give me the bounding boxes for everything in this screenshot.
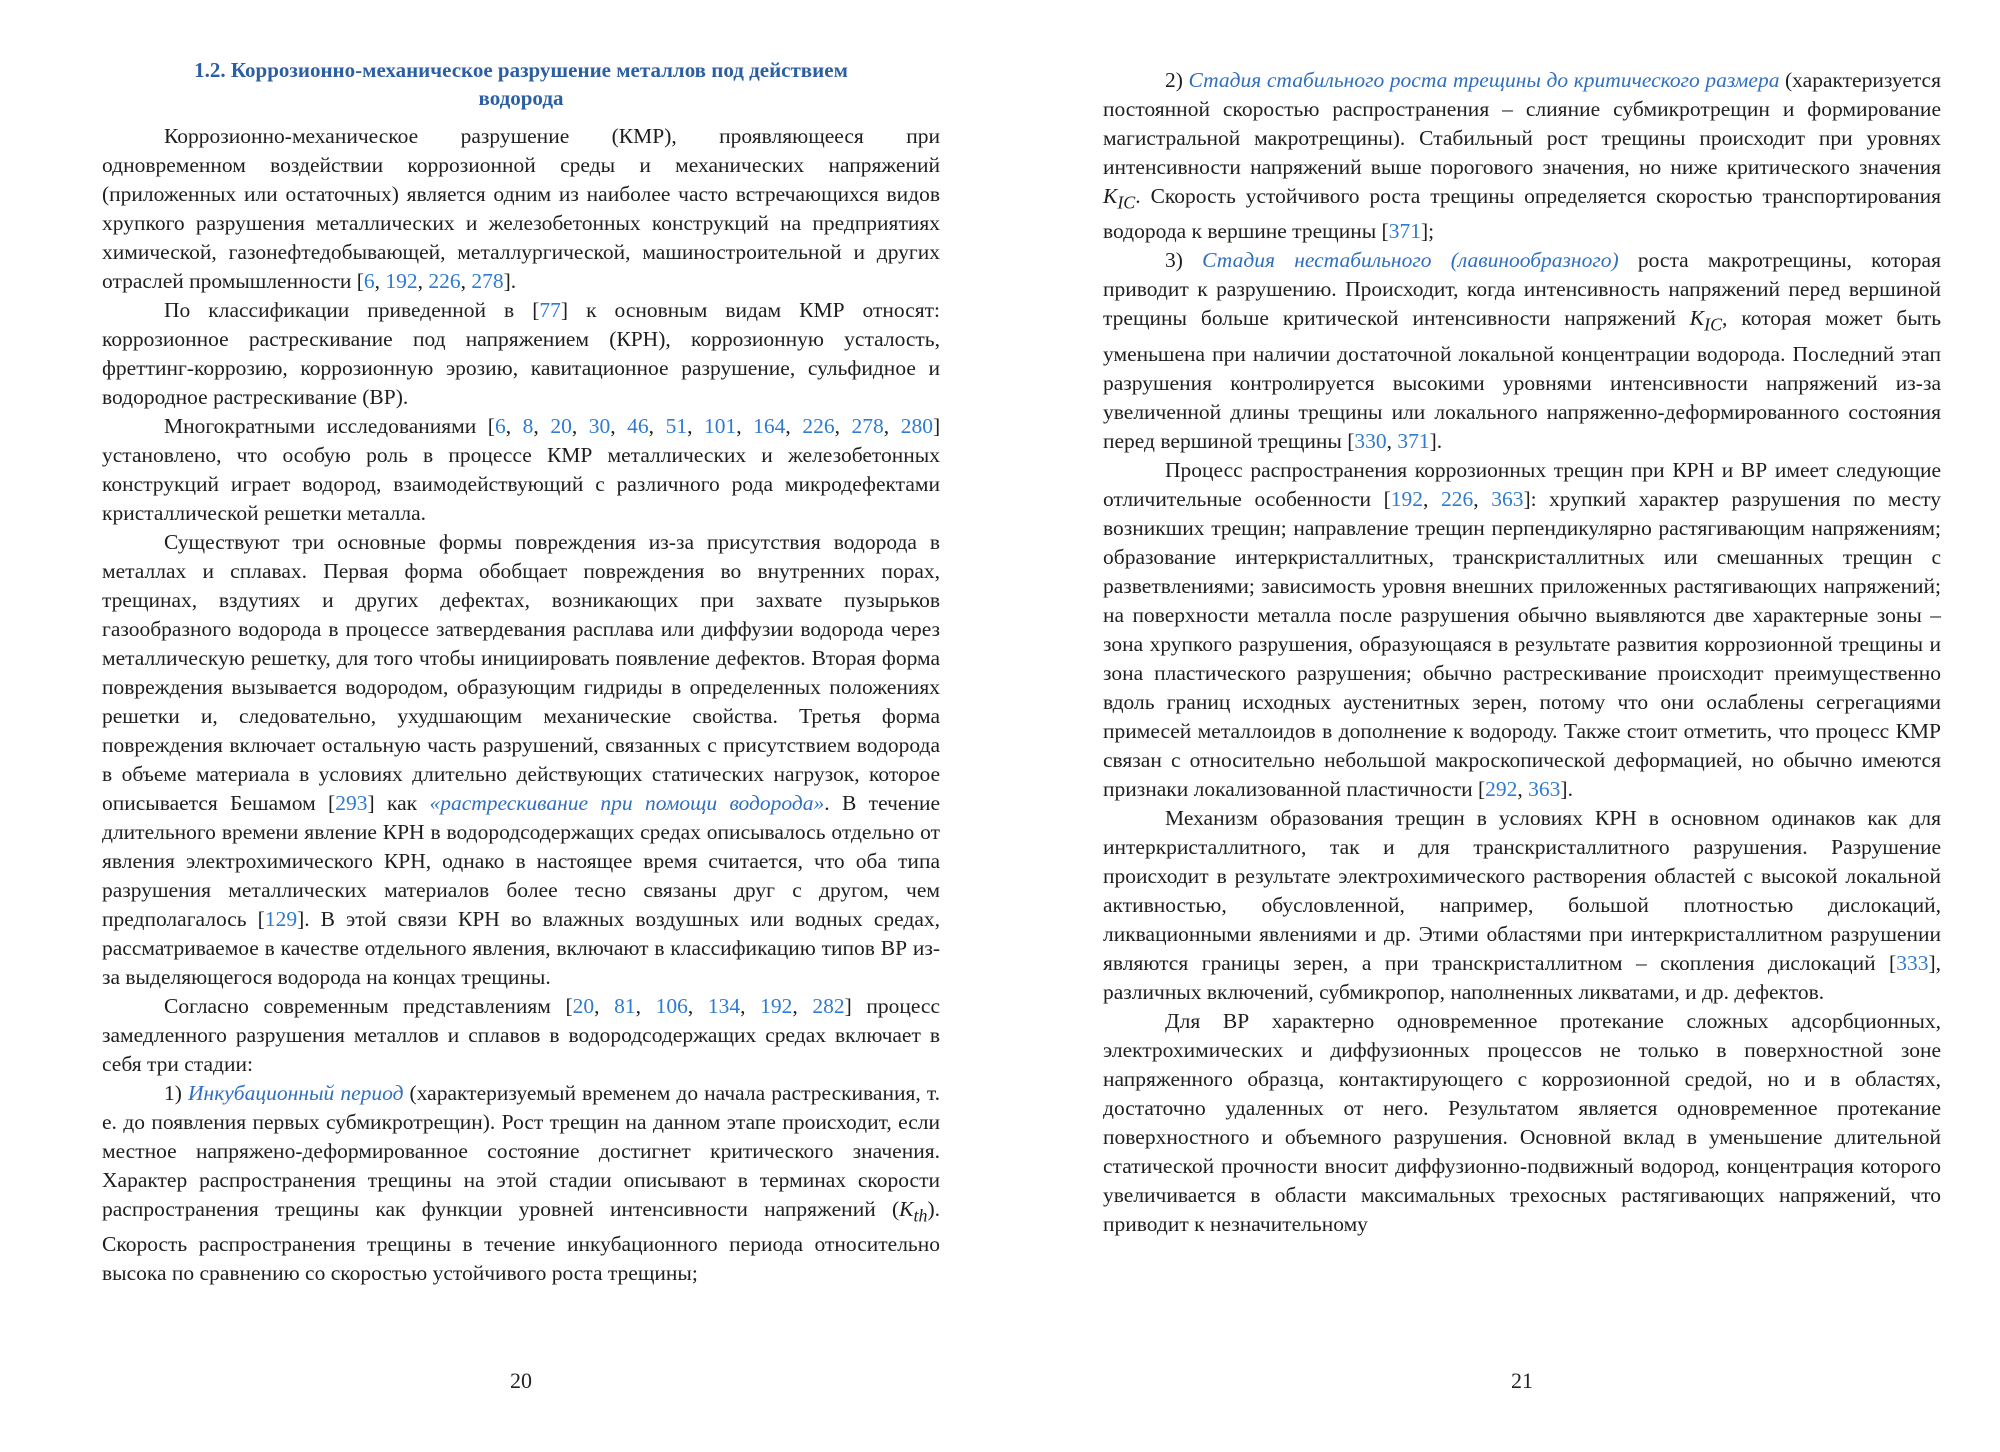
- stage-term: Инкубационный период: [188, 1081, 404, 1105]
- math-subscript: th: [913, 1205, 928, 1226]
- left-page: [102, 0, 940, 1452]
- right-page-body: [1103, 66, 1941, 1239]
- citation-link[interactable]: 129: [264, 907, 298, 931]
- citation-link[interactable]: 30: [588, 414, 611, 438]
- citation-link[interactable]: 81: [614, 994, 636, 1018]
- math-subscript: IC: [1117, 192, 1136, 213]
- citation-link[interactable]: 363: [1491, 486, 1524, 511]
- citation-link[interactable]: 292: [1485, 776, 1518, 801]
- page-number: 20: [510, 1368, 532, 1393]
- citation-link[interactable]: 226: [428, 269, 461, 293]
- citation-link[interactable]: 134: [707, 994, 741, 1018]
- citation-link[interactable]: 330: [1354, 428, 1387, 453]
- citation-link[interactable]: 164: [753, 414, 786, 438]
- citation-link[interactable]: 20: [550, 414, 572, 438]
- citation-link[interactable]: 293: [335, 791, 368, 815]
- citation-link[interactable]: 6: [363, 269, 375, 293]
- citation-link[interactable]: 371: [1388, 219, 1421, 244]
- citation-link[interactable]: 226: [1440, 486, 1474, 511]
- left-page-body: [102, 56, 940, 1288]
- emphasized-quote: «растрескивание при помощи водорода»: [429, 791, 825, 815]
- stage-term: Стадия нестабильного (лавинообразного): [1202, 248, 1619, 273]
- citation-link[interactable]: 106: [655, 994, 688, 1018]
- citation-link[interactable]: 363: [1528, 776, 1561, 801]
- paragraph: 3) Стадия нестабильного (лавинообразного) роста макротрещины, которая приводит к разрушению. Происходит, когда интенсивность напряжений перед вершиной трещины больше критической интенсивности напряжений $K_{IC}$, которая может быть уменьшена при наличии достаточной локальной концентрации водорода. Последний этап разрушения контролируется высокими уровнями интенсивности напряжений из-за увеличенной длины трещины или локального напряженно-деформированного состояния перед вершиной трещины [330, 371].: [1103, 248, 1941, 453]
- citation-link[interactable]: 280: [900, 414, 933, 438]
- paragraph: Существуют три основные формы повреждения из-за присутствия водорода в металлах и сплавах. Первая форма обобщает повреждения во внутренних порах, трещинах, вздутиях и других дефектах, возникающих при захвате пузырьков газообразного водорода в процессе затвердевания расплава или диффузии водорода через металлическую решетку, для того чтобы инициировать появление дефектов. Вторая форма повреждения вызывается водородом, образующим гидриды в определенных положениях решетки и, следовательно, ухудшающим механические свойства. Третья форма повреждения включает остальную часть разрушений, связанных с присутствием водорода в объеме материала в условиях длительно действующих статических нагрузок, которое описывается Бешамом [293] как «растрескивание при помощи водорода». В течение длительного времени явление КРН в водородсодержащих средах описывалось отдельно от явления электрохимического КРН, однако в настоящее время считается, что оба типа разрушения металлических материалов более тесно связаны друг с другом, чем предполагалось [129]. В этой связи КРН во влажных воздушных или водных средах, рассматриваемое в качестве отдельного явления, включают в классификацию типов ВР из-за выделяющегося водорода на концах трещины.: [102, 530, 940, 989]
- citation-link[interactable]: 371: [1397, 428, 1430, 453]
- math-symbol: K: [1689, 306, 1705, 331]
- paragraph: Согласно современным представлениям [20, 81, 106, 134, 192, 282] процесс замедленного разрушения металлов и сплавов в водородсодержащих средах включает в себя три стадии:: [102, 994, 941, 1076]
- math-symbol: K: [899, 1197, 914, 1221]
- section-title: 1.2. Коррозионно-механическое разрушение металлов под действием водорода: [194, 58, 848, 110]
- paragraph: Многократными исследованиями [6, 8, 20, 30, 46, 51, 101, 164, 226, 278, 280] установлено, что особую роль в процессе КМР металлических и железобетонных конструкций играет водород, взаимодействующий с различного рода микродефектами кристаллической решетки металла.: [102, 414, 941, 525]
- math-subscript: IC: [1704, 314, 1723, 335]
- citation-link[interactable]: 192: [760, 994, 793, 1018]
- citation-link[interactable]: 20: [572, 994, 595, 1018]
- citation-link[interactable]: 282: [812, 994, 845, 1018]
- right-page: [1103, 0, 1941, 1452]
- citation-link[interactable]: 333: [1896, 950, 1929, 975]
- paragraph: 2) Стадия стабильного роста трещины до критического размера (характеризуется постоянной скоростью распространения – слияние субмикротрещин и формирование магистральной макротрещины). Стабильный рост трещины происходит при уровнях интенсивности напряжений выше порогового значения, но ниже критического значения $K_{IC}$. Скорость устойчивого роста трещины определяется скоростью транспортирования водорода к вершине трещины [371];: [1103, 68, 1941, 244]
- citation-link[interactable]: 51: [665, 414, 688, 438]
- citation-link[interactable]: 226: [802, 414, 835, 438]
- paragraph: Механизм образования трещин в условиях КРН в основном одинаков как для интеркристаллитного, так и для транскристаллитного разрушения. Разрушение происходит в результате электрохимического растворения областей с высокой локальной активностью, обусловленной, например, большой плотностью дислокаций, ликвационными явлениями и др. Этими областями при интеркристаллитном разрушении являются границы зерен, а при транскристаллитном – скопления дислокаций [333], различных включений, субмикропор, наполненных ликватами, и др. дефектов.: [1103, 805, 1941, 1004]
- citation-link[interactable]: 101: [704, 414, 737, 438]
- citation-link[interactable]: 46: [627, 414, 649, 438]
- paragraph: По классификации приведенной в [77] к основным видам КМР относят: коррозионное растрескивание под напряжением (КРН), коррозионную усталость, фреттинг-коррозию, коррозионную эрозию, кавитационное разрушение, сульфидное и водородное растрескивание (ВР).: [102, 298, 940, 409]
- paragraph: Коррозионно-механическое разрушение (КМР), проявляющееся при одновременном воздействии коррозионной среды и механических напряжений (приложенных или остаточных) является одним из наиболее часто встречающихся видов хрупкого разрушения металлических и железобетонных конструкций на предприятиях химической, газонефтедобывающей, металлургической, машиностроительной и других отраслей промышленности [6, 192, 226, 278].: [102, 124, 940, 293]
- citation-link[interactable]: 278: [851, 414, 884, 438]
- citation-link[interactable]: 192: [1390, 486, 1423, 511]
- paragraph: 1) Инкубационный период (характеризуемый временем до начала растрескивания, т. е. до появления первых субмикротрещин). Рост трещин на данном этапе происходит, если местное напряжено-деформированное состояние достигнет критического значения. Характер распространения трещины на этой стадии описывают в терминах скорости распространения трещины как функции уровней интенсивности напряжений $(K_{th})$. Скорость распространения трещины в течение инкубационного периода относительно высока по сравнению со скоростью устойчивого роста трещины;: [102, 1081, 940, 1286]
- citation-link[interactable]: 8: [522, 414, 534, 438]
- paragraph: Для ВР характерно одновременное протекание сложных адсорбционных, электрохимических и диффузионных процессов не только в поверхностной зоне напряженного образца, контактирующего с коррозионной средой, но и в областях, достаточно удаленных от него. Результатом является одновременное протекание поверхностного и объемного разрушения. Основной вклад в уменьшение длительной статической прочности вносит диффузионно-подвижный водород, концентрация которого увеличивается в области максимальных трехосных растягивающих напряжений, что приводит к незначительному: [1103, 1008, 1941, 1236]
- citation-link[interactable]: 77: [539, 298, 561, 322]
- math-symbol: K: [1103, 184, 1118, 208]
- stage-term: Стадия стабильного роста трещины до критического размера: [1188, 68, 1780, 92]
- paragraph: Процесс распространения коррозионных трещин при КРН и ВР имеет следующие отличительные особенности [192, 226, 363]: хрупкий характер разрушения по месту возникших трещин; направление трещин перпендикулярно растягивающим напряжениям; образование интеркристаллитных, транскристаллитных или смешанных трещин с разветвлениями; зависимость уровня внешних приложенных растягивающих напряжений; на поверхности металла после разрушения обычно выявляются две характерные зоны – зона хрупкого разрушения, образующаяся в результате развития коррозионной трещины и зона пластического разрушения; обычно растрескивание происходит преимущественно вдоль границ исходных аустенитных зерен, потому что они ослаблены сегрегациями примесей металлоидов в дополнение к водороду. Также стоит отметить, что процесс КМР связан с относительно небольшой макроскопической деформацией, но обычно имеются признаки локализованной пластичности [292, 363].: [1103, 457, 1942, 801]
- citation-link[interactable]: 278: [471, 269, 504, 293]
- citation-link[interactable]: 6: [494, 414, 506, 438]
- citation-link[interactable]: 192: [385, 269, 418, 293]
- page-number: 21: [1511, 1368, 1533, 1393]
